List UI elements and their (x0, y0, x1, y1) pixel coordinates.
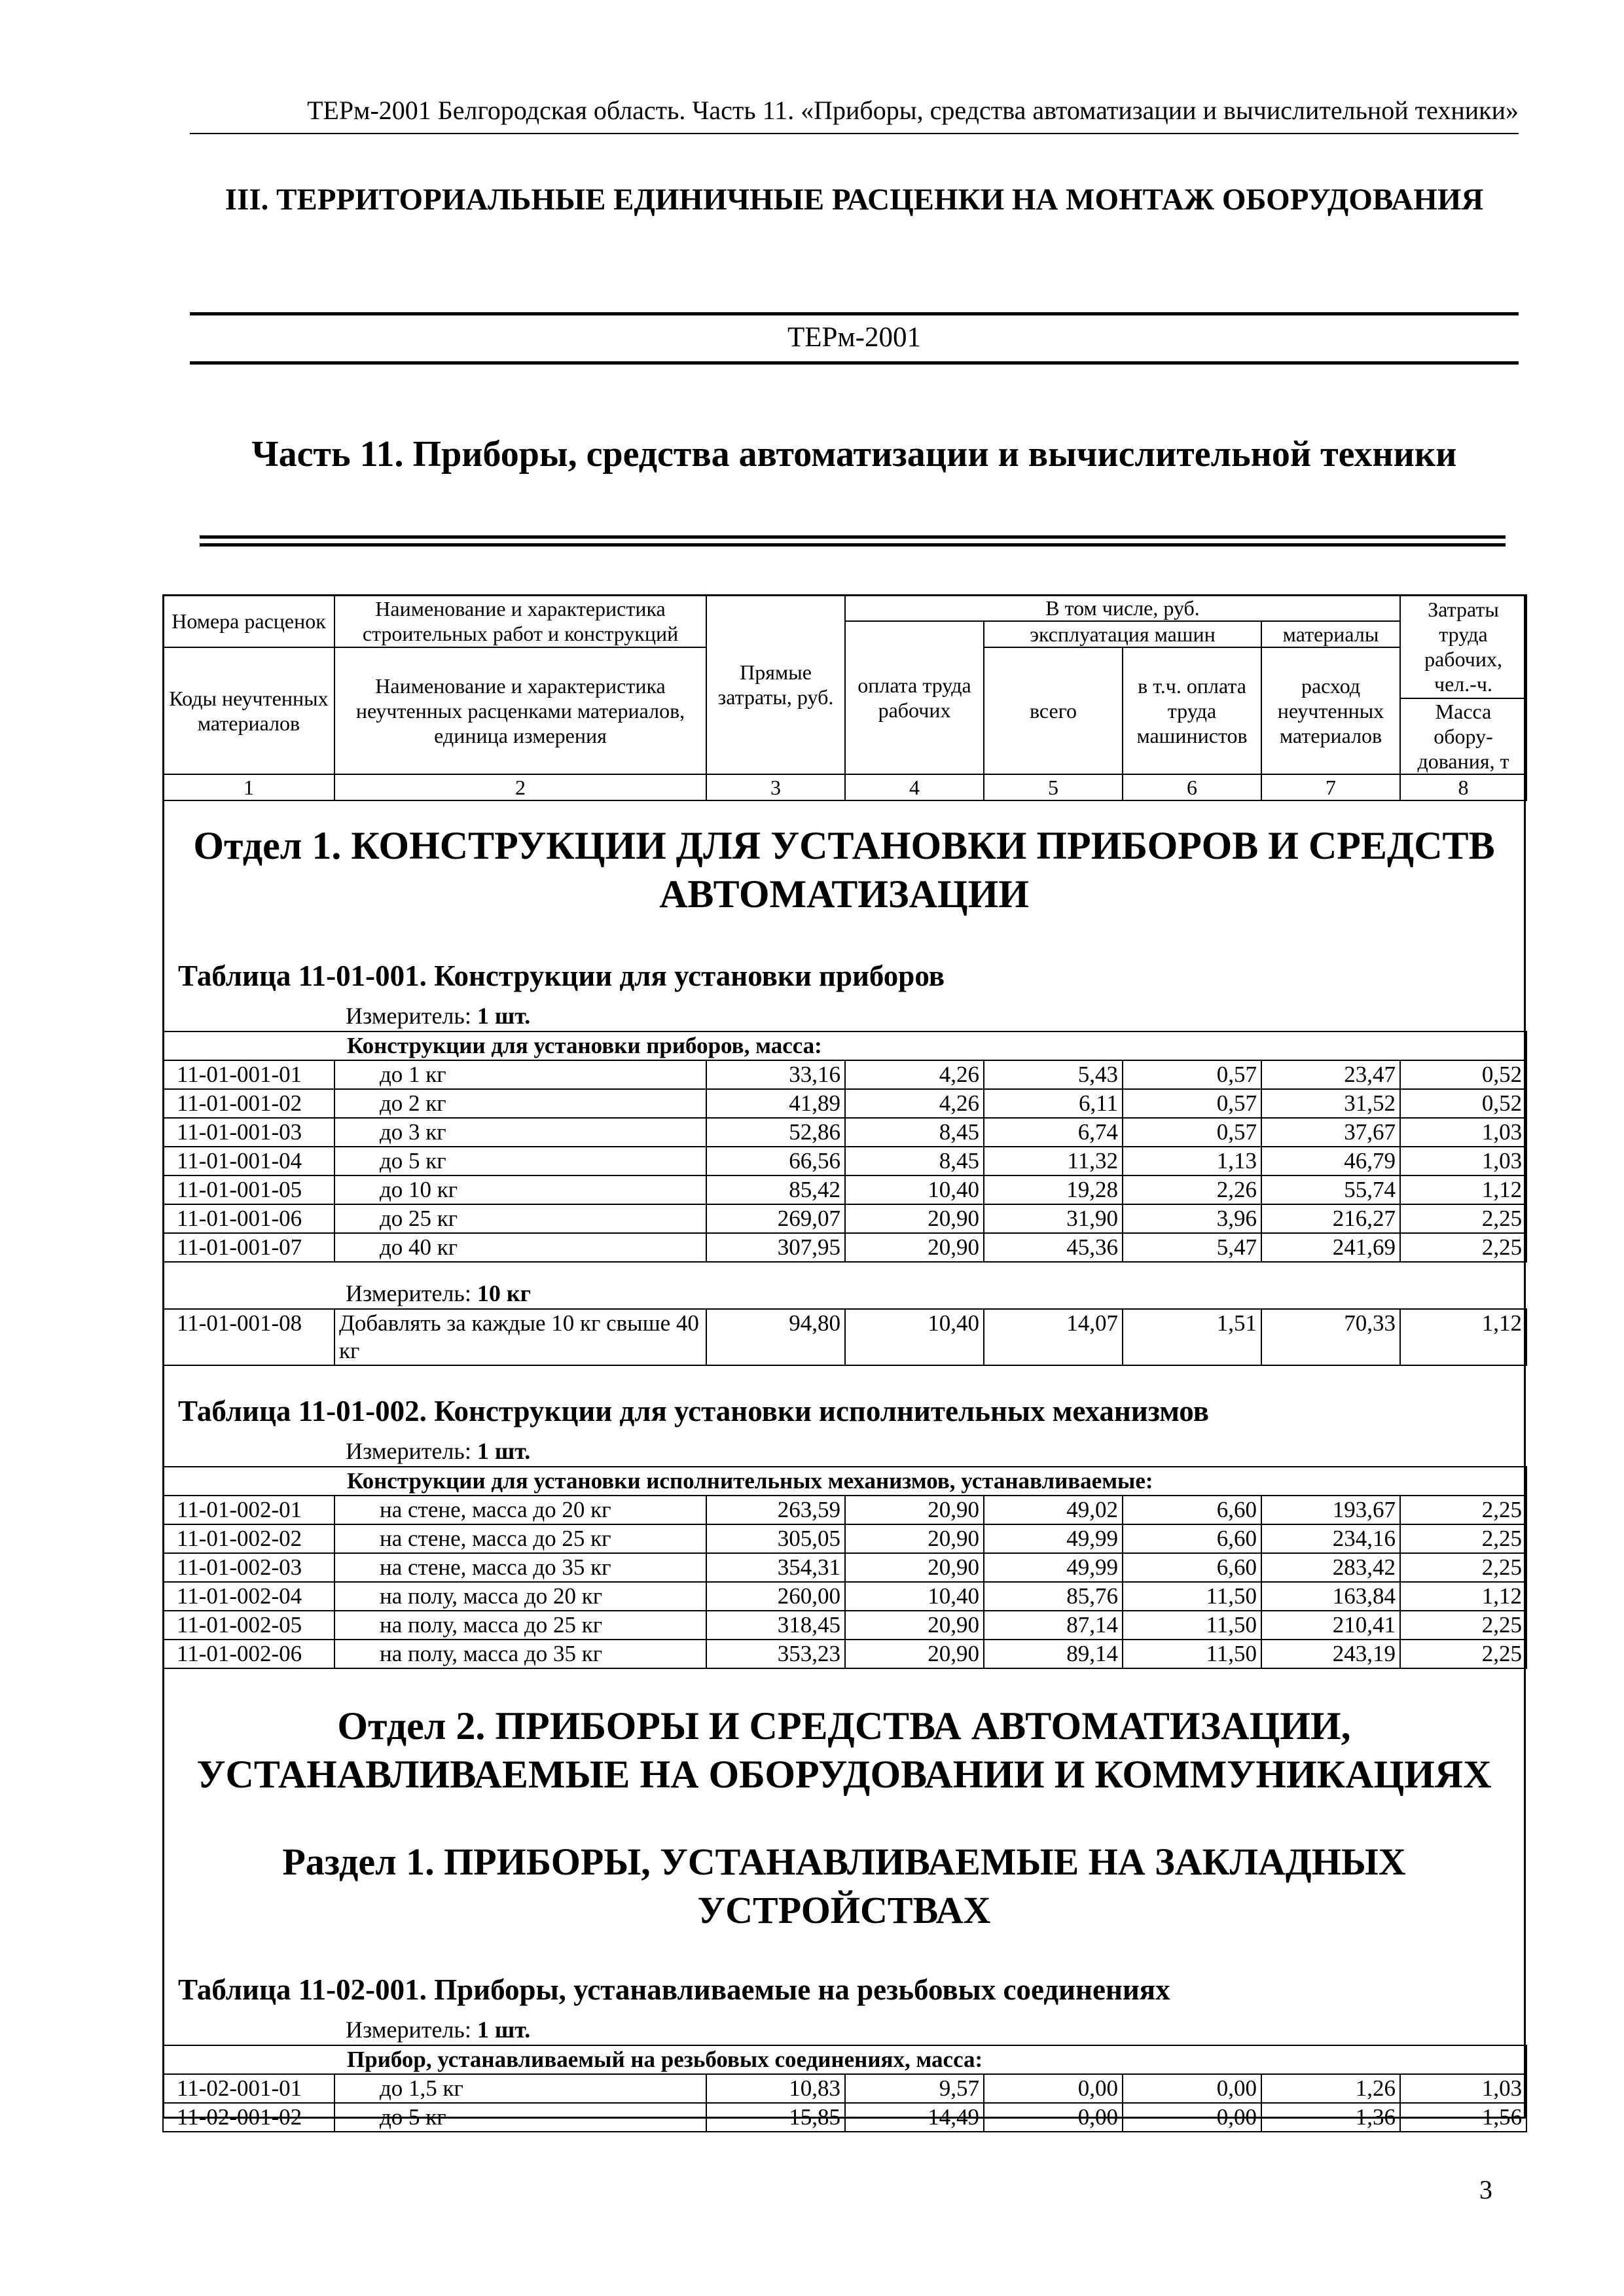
machines-total: 85,76 (984, 1582, 1123, 1611)
work-name: до 10 кг (334, 1175, 706, 1204)
header-col-number: 6 (1123, 774, 1261, 800)
header-equipment-mass: Масса обору-дования, т (1400, 698, 1526, 774)
machinist-wages: 5,47 (1123, 1233, 1261, 1262)
machinist-wages: 11,50 (1123, 1582, 1261, 1611)
header-wages: оплата труда рабочих (845, 621, 984, 774)
header-machines: эксплуатация машин (984, 621, 1261, 647)
unit-value: 1 шт. (477, 1438, 531, 1464)
header-col-number: 2 (334, 774, 706, 800)
rate-code: 11-01-001-01 (163, 1060, 334, 1089)
machines-total: 6,74 (984, 1118, 1123, 1147)
header-col-number: 1 (163, 774, 334, 800)
rate-code: 11-01-002-01 (163, 1496, 334, 1524)
header-col-number: 4 (845, 774, 984, 800)
labor: 2,25 (1400, 1553, 1526, 1582)
work-name: до 5 кг (334, 1147, 706, 1175)
wages: 9,57 (845, 2074, 984, 2103)
unit-label: Измеритель: (346, 1280, 471, 1306)
machinist-wages: 11,50 (1123, 1611, 1261, 1640)
header-material-codes: Коды неучтенных материалов (163, 647, 334, 774)
machines-total: 31,90 (984, 1204, 1123, 1233)
labor: 0,52 (1400, 1089, 1526, 1118)
wages: 10,40 (845, 1309, 984, 1365)
wages: 10,40 (845, 1175, 984, 1204)
part-title: Часть 11. Приборы, средства автоматизации и вычислительной техники (251, 434, 1457, 475)
labor: 2,25 (1400, 1204, 1526, 1233)
work-name: на стене, масса до 25 кг (334, 1524, 706, 1553)
wages: 20,90 (845, 1233, 984, 1262)
unit-value: 1 шт. (477, 2017, 531, 2043)
column-header-table (162, 594, 1527, 801)
running-header: ТЕРм-2001 Белгородская область. Часть 11. «Приборы, средства автоматизации и вычислительной техники» (307, 96, 1519, 125)
rate-code: 11-01-001-06 (163, 1204, 334, 1233)
wages: 20,90 (845, 1611, 984, 1640)
header-col-number: 7 (1261, 774, 1400, 800)
machines-total: 6,11 (984, 1089, 1123, 1118)
machines-total: 87,14 (984, 1611, 1123, 1640)
labor: 2,25 (1400, 1524, 1526, 1553)
materials: 1,36 (1261, 2103, 1400, 2132)
machinist-wages: 6,60 (1123, 1553, 1261, 1582)
unit-value: 10 кг (477, 1280, 531, 1306)
rate-code: 11-01-001-07 (163, 1233, 334, 1262)
labor: 1,12 (1400, 1175, 1526, 1204)
table-row (163, 1089, 1526, 1118)
rate-code: 11-01-002-06 (163, 1640, 334, 1668)
direct-costs: 260,00 (706, 1582, 845, 1611)
rate-code: 11-02-001-01 (163, 2074, 334, 2103)
direct-costs: 41,89 (706, 1089, 845, 1118)
rate-code: 11-01-002-04 (163, 1582, 334, 1611)
machinist-wages: 3,96 (1123, 1204, 1261, 1233)
table-11-01-002 (162, 1466, 1527, 1669)
labor: 2,25 (1400, 1611, 1526, 1640)
labor: 1,12 (1400, 1309, 1526, 1365)
machines-total: 49,99 (984, 1524, 1123, 1553)
rate-code: 11-01-001-04 (163, 1147, 334, 1175)
work-name: до 25 кг (334, 1204, 706, 1233)
table-row (163, 1640, 1526, 1668)
header-col-number: 3 (706, 774, 845, 800)
header-rule (190, 133, 1519, 134)
materials: 37,67 (1261, 1118, 1400, 1147)
rate-code: 11-01-002-03 (163, 1553, 334, 1582)
labor: 2,25 (1400, 1496, 1526, 1524)
machines-total: 5,43 (984, 1060, 1123, 1089)
work-name: до 5 кг (334, 2103, 706, 2132)
direct-costs: 33,16 (706, 1060, 845, 1089)
wages: 4,26 (845, 1060, 984, 1089)
machinist-wages: 6,60 (1123, 1496, 1261, 1524)
work-name: на полу, масса до 20 кг (334, 1582, 706, 1611)
group-heading: Конструкции для установки приборов, масса: (163, 1031, 1526, 1060)
group-heading: Прибор, устанавливаемый на резьбовых соединениях, масса: (163, 2045, 1526, 2074)
table-row (163, 1233, 1526, 1262)
code-title: ТЕРм-2001 (787, 322, 921, 353)
header-work-name: Наименование и характеристика строительных работ и конструкций (334, 595, 706, 647)
materials: 193,67 (1261, 1496, 1400, 1524)
machines-total: 89,14 (984, 1640, 1123, 1668)
header-direct-costs: Прямые затраты, руб. (706, 595, 845, 774)
machinist-wages: 0,57 (1123, 1060, 1261, 1089)
work-name: на стене, масса до 35 кг (334, 1553, 706, 1582)
table-row (163, 1204, 1526, 1233)
wages: 8,45 (845, 1118, 984, 1147)
section-1-title: Отдел 1. КОНСТРУКЦИИ ДЛЯ УСТАНОВКИ ПРИБОРОВ И СРЕДСТВ АВТОМАТИЗАЦИИ (193, 824, 1495, 916)
machinist-wages: 0,57 (1123, 1089, 1261, 1118)
unit-label: Измеритель: (346, 1438, 471, 1464)
rate-code: 11-02-001-02 (163, 2103, 334, 2132)
header-codes: Номера расценок (163, 595, 334, 647)
unit-value: 1 шт. (477, 1003, 531, 1029)
table-row (163, 1582, 1526, 1611)
wages: 4,26 (845, 1089, 984, 1118)
part-rule-2 (200, 543, 1506, 547)
work-name: на полу, масса до 25 кг (334, 1611, 706, 1640)
table-row (163, 1496, 1526, 1524)
materials: 216,27 (1261, 1204, 1400, 1233)
work-name: до 1,5 кг (334, 2074, 706, 2103)
title-rule-top (190, 312, 1519, 315)
labor: 1,12 (1400, 1582, 1526, 1611)
machines-total: 14,07 (984, 1309, 1123, 1365)
group-heading: Конструкции для установки исполнительных механизмов, устанавливаемые: (163, 1467, 1526, 1496)
wages: 20,90 (845, 1640, 984, 1668)
direct-costs: 52,86 (706, 1118, 845, 1147)
labor: 1,03 (1400, 1118, 1526, 1147)
table-11-01-001-title: Таблица 11-01-001. Конструкции для установки приборов (178, 960, 945, 992)
labor: 1,56 (1400, 2103, 1526, 2132)
table-row (163, 1611, 1526, 1640)
header-material-name: Наименование и характеристика неучтенных расценками материалов, единица измерения (334, 647, 706, 774)
header-col-number: 8 (1400, 774, 1526, 800)
direct-costs: 353,23 (706, 1640, 845, 1668)
materials: 163,84 (1261, 1582, 1400, 1611)
machinist-wages: 1,51 (1123, 1309, 1261, 1365)
materials: 283,42 (1261, 1553, 1400, 1582)
wages: 20,90 (845, 1553, 984, 1582)
machinist-wages: 0,00 (1123, 2103, 1261, 2132)
header-machines-total: всего (984, 647, 1123, 774)
table-row (163, 1524, 1526, 1553)
machines-total: 0,00 (984, 2103, 1123, 2132)
unit-line (346, 1437, 530, 1465)
labor: 1,03 (1400, 2074, 1526, 2103)
table-row (163, 1175, 1526, 1204)
title-rule-bottom (190, 361, 1519, 365)
materials: 1,26 (1261, 2074, 1400, 2103)
unit-label: Измеритель: (346, 1003, 471, 1029)
materials: 31,52 (1261, 1089, 1400, 1118)
direct-costs: 269,07 (706, 1204, 845, 1233)
rate-code: 11-01-002-05 (163, 1611, 334, 1640)
labor: 2,25 (1400, 1640, 1526, 1668)
work-name: до 1 кг (334, 1060, 706, 1089)
wages: 8,45 (845, 1147, 984, 1175)
table-row (163, 1147, 1526, 1175)
machines-total: 19,28 (984, 1175, 1123, 1204)
table-11-01-002-title: Таблица 11-01-002. Конструкции для установки исполнительных механизмов (178, 1395, 1209, 1427)
table-row (163, 2103, 1526, 2132)
table-row (163, 1309, 1526, 1365)
work-name: до 3 кг (334, 1118, 706, 1147)
direct-costs: 354,31 (706, 1553, 845, 1582)
materials: 23,47 (1261, 1060, 1400, 1089)
direct-costs: 307,95 (706, 1233, 845, 1262)
header-labor: Затраты труда рабочих, чел.-ч. (1400, 595, 1526, 698)
direct-costs: 66,56 (706, 1147, 845, 1175)
header-including: В том числе, руб. (845, 595, 1400, 621)
work-name: до 40 кг (334, 1233, 706, 1262)
work-name: на стене, масса до 20 кг (334, 1496, 706, 1524)
header-col-number: 5 (984, 774, 1123, 800)
unit-line (346, 1002, 530, 1030)
header-material-consumption: расход неучтенных материалов (1261, 647, 1400, 774)
machinist-wages: 11,50 (1123, 1640, 1261, 1668)
direct-costs: 305,05 (706, 1524, 845, 1553)
header-machinist-wages: в т.ч. оплата труда машинистов (1123, 647, 1261, 774)
materials: 234,16 (1261, 1524, 1400, 1553)
materials: 243,19 (1261, 1640, 1400, 1668)
machines-total: 49,99 (984, 1553, 1123, 1582)
table-row (163, 1060, 1526, 1089)
unit-line (346, 2016, 530, 2043)
direct-costs: 85,42 (706, 1175, 845, 1204)
direct-costs: 15,85 (706, 2103, 845, 2132)
work-name: Добавлять за каждые 10 кг свыше 40 кг (334, 1309, 706, 1365)
machinist-wages: 1,13 (1123, 1147, 1261, 1175)
wages: 10,40 (845, 1582, 984, 1611)
main-title: III. ТЕРРИТОРИАЛЬНЫЕ ЕДИНИЧНЫЕ РАСЦЕНКИ НА МОНТАЖ ОБОРУДОВАНИЯ (225, 183, 1484, 217)
work-name: до 2 кг (334, 1089, 706, 1118)
unit-label: Измеритель: (346, 2017, 471, 2043)
part-rule-1 (200, 535, 1506, 539)
rate-code: 11-01-001-02 (163, 1089, 334, 1118)
materials: 55,74 (1261, 1175, 1400, 1204)
table-11-01-001 (162, 1031, 1527, 1263)
rate-code: 11-01-001-05 (163, 1175, 334, 1204)
header-materials: материалы (1261, 621, 1400, 647)
rate-code: 11-01-002-02 (163, 1524, 334, 1553)
rate-code: 11-01-001-03 (163, 1118, 334, 1147)
table-11-02-001-title: Таблица 11-02-001. Приборы, устанавливаемые на резьбовых соединениях (178, 1973, 1170, 2006)
direct-costs: 318,45 (706, 1611, 845, 1640)
subsection-1-title: Раздел 1. ПРИБОРЫ, УСТАНАВЛИВАЕМЫЕ НА ЗАКЛАДНЫХ УСТРОЙСТВАХ (282, 1840, 1406, 1931)
table-11-01-001-extra (162, 1308, 1527, 1366)
machines-total: 49,02 (984, 1496, 1123, 1524)
direct-costs: 263,59 (706, 1496, 845, 1524)
machines-total: 0,00 (984, 2074, 1123, 2103)
unit-line (346, 1280, 531, 1307)
machinist-wages: 6,60 (1123, 1524, 1261, 1553)
labor: 1,03 (1400, 1147, 1526, 1175)
rate-code: 11-01-001-08 (163, 1309, 334, 1365)
machines-total: 11,32 (984, 1147, 1123, 1175)
materials: 70,33 (1261, 1309, 1400, 1365)
direct-costs: 94,80 (706, 1309, 845, 1365)
work-name: на полу, масса до 35 кг (334, 1640, 706, 1668)
direct-costs: 10,83 (706, 2074, 845, 2103)
machines-total: 45,36 (984, 1233, 1123, 1262)
machinist-wages: 0,00 (1123, 2074, 1261, 2103)
machinist-wages: 2,26 (1123, 1175, 1261, 1204)
wages: 14,49 (845, 2103, 984, 2132)
labor: 2,25 (1400, 1233, 1526, 1262)
machinist-wages: 0,57 (1123, 1118, 1261, 1147)
wages: 20,90 (845, 1204, 984, 1233)
wages: 20,90 (845, 1496, 984, 1524)
materials: 210,41 (1261, 1611, 1400, 1640)
table-row (163, 2074, 1526, 2103)
section-2-title: Отдел 2. ПРИБОРЫ И СРЕДСТВА АВТОМАТИЗАЦИИ, УСТАНАВЛИВАЕМЫЕ НА ОБОРУДОВАНИИ И КОММУНИКАЦИЯХ (196, 1704, 1492, 1796)
table-row (163, 1118, 1526, 1147)
materials: 46,79 (1261, 1147, 1400, 1175)
table-11-02-001 (162, 2045, 1527, 2132)
materials: 241,69 (1261, 1233, 1400, 1262)
table-row (163, 1553, 1526, 1582)
page-number: 3 (1479, 2175, 1492, 2204)
labor: 0,52 (1400, 1060, 1526, 1089)
wages: 20,90 (845, 1524, 984, 1553)
